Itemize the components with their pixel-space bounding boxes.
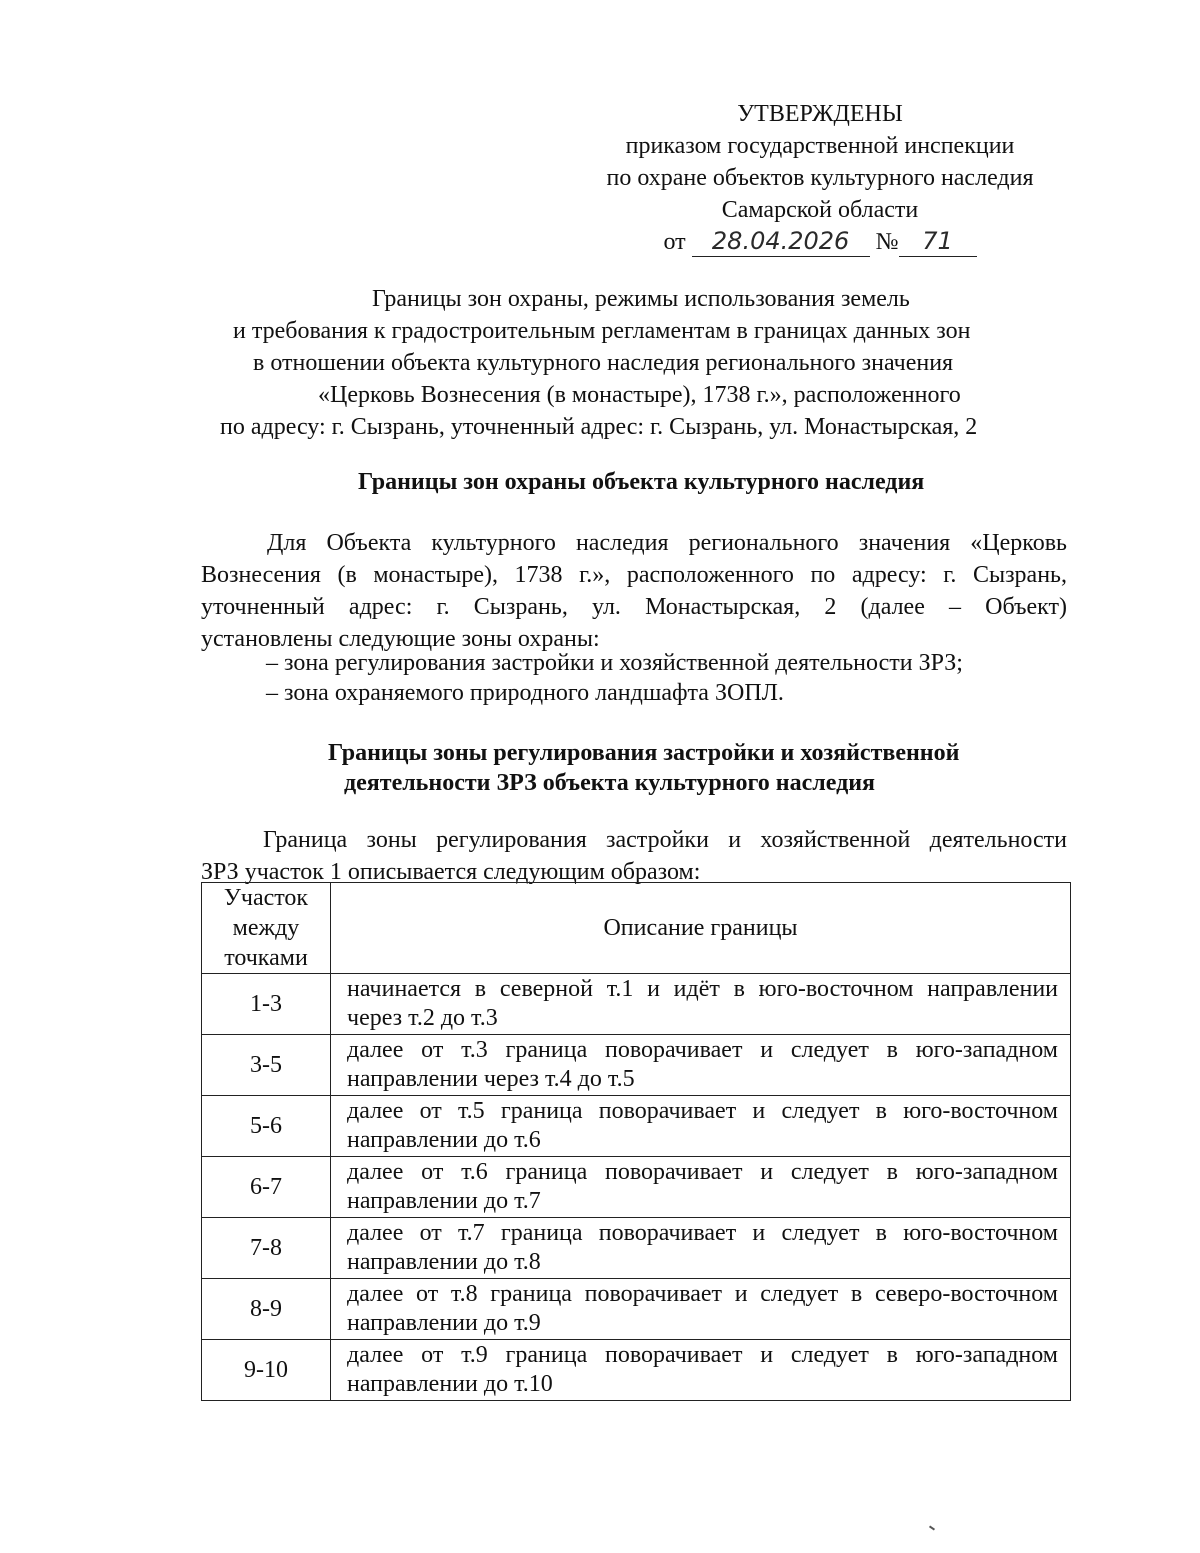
table-row xyxy=(202,1218,1071,1279)
description-line: направлении до т.10 xyxy=(347,1371,553,1397)
table-row xyxy=(202,1279,1071,1340)
para-line: установлены следующие зоны охраны: xyxy=(201,626,600,652)
section-heading-zones: Границы зон охраны объекта культурного наследия xyxy=(358,469,925,495)
segment-cell: 5-6 xyxy=(202,1096,331,1157)
description-line: далее от т.9 граница поворачивает и следует в юго-западном xyxy=(347,1342,1058,1368)
para-line: Граница зоны регулирования застройки и хозяйственной деятельности xyxy=(263,827,1067,853)
title-line-1: Границы зон охраны, режимы использования земель xyxy=(372,286,910,312)
order-number-handwritten: 71 xyxy=(922,227,953,255)
boundary-table xyxy=(201,882,1071,1401)
description-cell xyxy=(331,974,1071,1035)
header-segment-line: точками xyxy=(224,945,308,971)
bullet-zopl: – зона охраняемого природного ландшафта ЗОПЛ. xyxy=(266,680,784,706)
order-date-field xyxy=(692,227,870,257)
table-row xyxy=(202,1035,1071,1096)
order-line xyxy=(560,226,1080,258)
description-line: далее от т.6 граница поворачивает и следует в юго-западном xyxy=(347,1159,1058,1185)
segment-cell: 6-7 xyxy=(202,1157,331,1218)
scan-speck xyxy=(929,1525,935,1530)
title-line-2: и требования к градостроительным регламентам в границах данных зон xyxy=(233,318,971,344)
description-line: далее от т.7 граница поворачивает и следует в юго-восточном xyxy=(347,1220,1058,1246)
para-line: Вознесения (в монастыре), 1738 г.», расположенного по адресу: г. Сызрань, xyxy=(201,562,1067,588)
segment-cell: 7-8 xyxy=(202,1218,331,1279)
table-row xyxy=(202,974,1071,1035)
approval-line-4: Самарской области xyxy=(721,197,919,223)
header-segment-line: Участок xyxy=(223,885,309,911)
document-title xyxy=(200,283,1060,443)
segment-cell: 1-3 xyxy=(202,974,331,1035)
segment-cell: 8-9 xyxy=(202,1279,331,1340)
description-line: направлении до т.9 xyxy=(347,1310,541,1336)
description-cell xyxy=(331,1218,1071,1279)
description-line: далее от т.3 граница поворачивает и следует в юго-западном xyxy=(347,1037,1058,1063)
header-segment-line: между xyxy=(232,915,300,941)
para-line: уточненный адрес: г. Сызрань, ул. Монастырская, 2 (далее – Объект) xyxy=(201,594,1067,620)
para-line: Для Объекта культурного наследия регионального значения «Церковь xyxy=(267,530,1067,556)
table-row xyxy=(202,1340,1071,1401)
description-cell xyxy=(331,1035,1071,1096)
title-line-4: «Церковь Вознесения (в монастыре), 1738 г.», расположенного xyxy=(318,382,961,408)
section1-paragraph xyxy=(201,527,1067,655)
section2-paragraph xyxy=(201,824,1067,888)
description-line: направлении до т.6 xyxy=(347,1127,541,1153)
description-cell xyxy=(331,1157,1071,1218)
description-cell xyxy=(331,1096,1071,1157)
segment-cell: 9-10 xyxy=(202,1340,331,1401)
approval-title: УТВЕРЖДЕНЫ xyxy=(737,101,903,127)
description-cell xyxy=(331,1279,1071,1340)
title-line-3: в отношении объекта культурного наследия регионального значения xyxy=(253,350,954,376)
from-label: от xyxy=(663,229,686,255)
approval-line-2: приказом государственной инспекции xyxy=(625,133,1015,159)
table-header-row xyxy=(202,883,1071,974)
approval-line-3: по охране объектов культурного наследия xyxy=(606,165,1034,191)
header-segment xyxy=(202,883,331,974)
description-line: направлении через т.4 до т.5 xyxy=(347,1066,635,1092)
description-line: далее от т.5 граница поворачивает и следует в юго-восточном xyxy=(347,1098,1058,1124)
section-heading-zrz-line-2: деятельности ЗРЗ объекта культурного наследия xyxy=(344,770,876,796)
title-line-5: по адресу: г. Сызрань, уточненный адрес: г. Сызрань, ул. Монастырская, 2 xyxy=(220,414,978,440)
approval-block xyxy=(560,98,1080,258)
para-line: ЗРЗ участок 1 описывается следующим образом: xyxy=(201,859,701,885)
description-line: начинается в северной т.1 и идёт в юго-восточном направлении xyxy=(347,976,1058,1002)
order-date-handwritten: 28.04.2026 xyxy=(711,227,850,255)
section-heading-zrz-line-1: Границы зоны регулирования застройки и хозяйственной xyxy=(328,740,960,766)
description-line: далее от т.8 граница поворачивает и следует в северо-восточном xyxy=(347,1281,1058,1307)
order-number-field xyxy=(899,227,977,257)
segment-cell: 3-5 xyxy=(202,1035,331,1096)
table-row xyxy=(202,1096,1071,1157)
description-line: направлении до т.8 xyxy=(347,1249,541,1275)
description-cell xyxy=(331,1340,1071,1401)
description-line: направлении до т.7 xyxy=(347,1188,541,1214)
header-description: Описание границы xyxy=(331,883,1071,974)
description-line: через т.2 до т.3 xyxy=(347,1005,498,1031)
bullet-zrz: – зона регулирования застройки и хозяйственной деятельности ЗРЗ; xyxy=(266,650,963,676)
number-label: № xyxy=(875,229,899,255)
table-row xyxy=(202,1157,1071,1218)
